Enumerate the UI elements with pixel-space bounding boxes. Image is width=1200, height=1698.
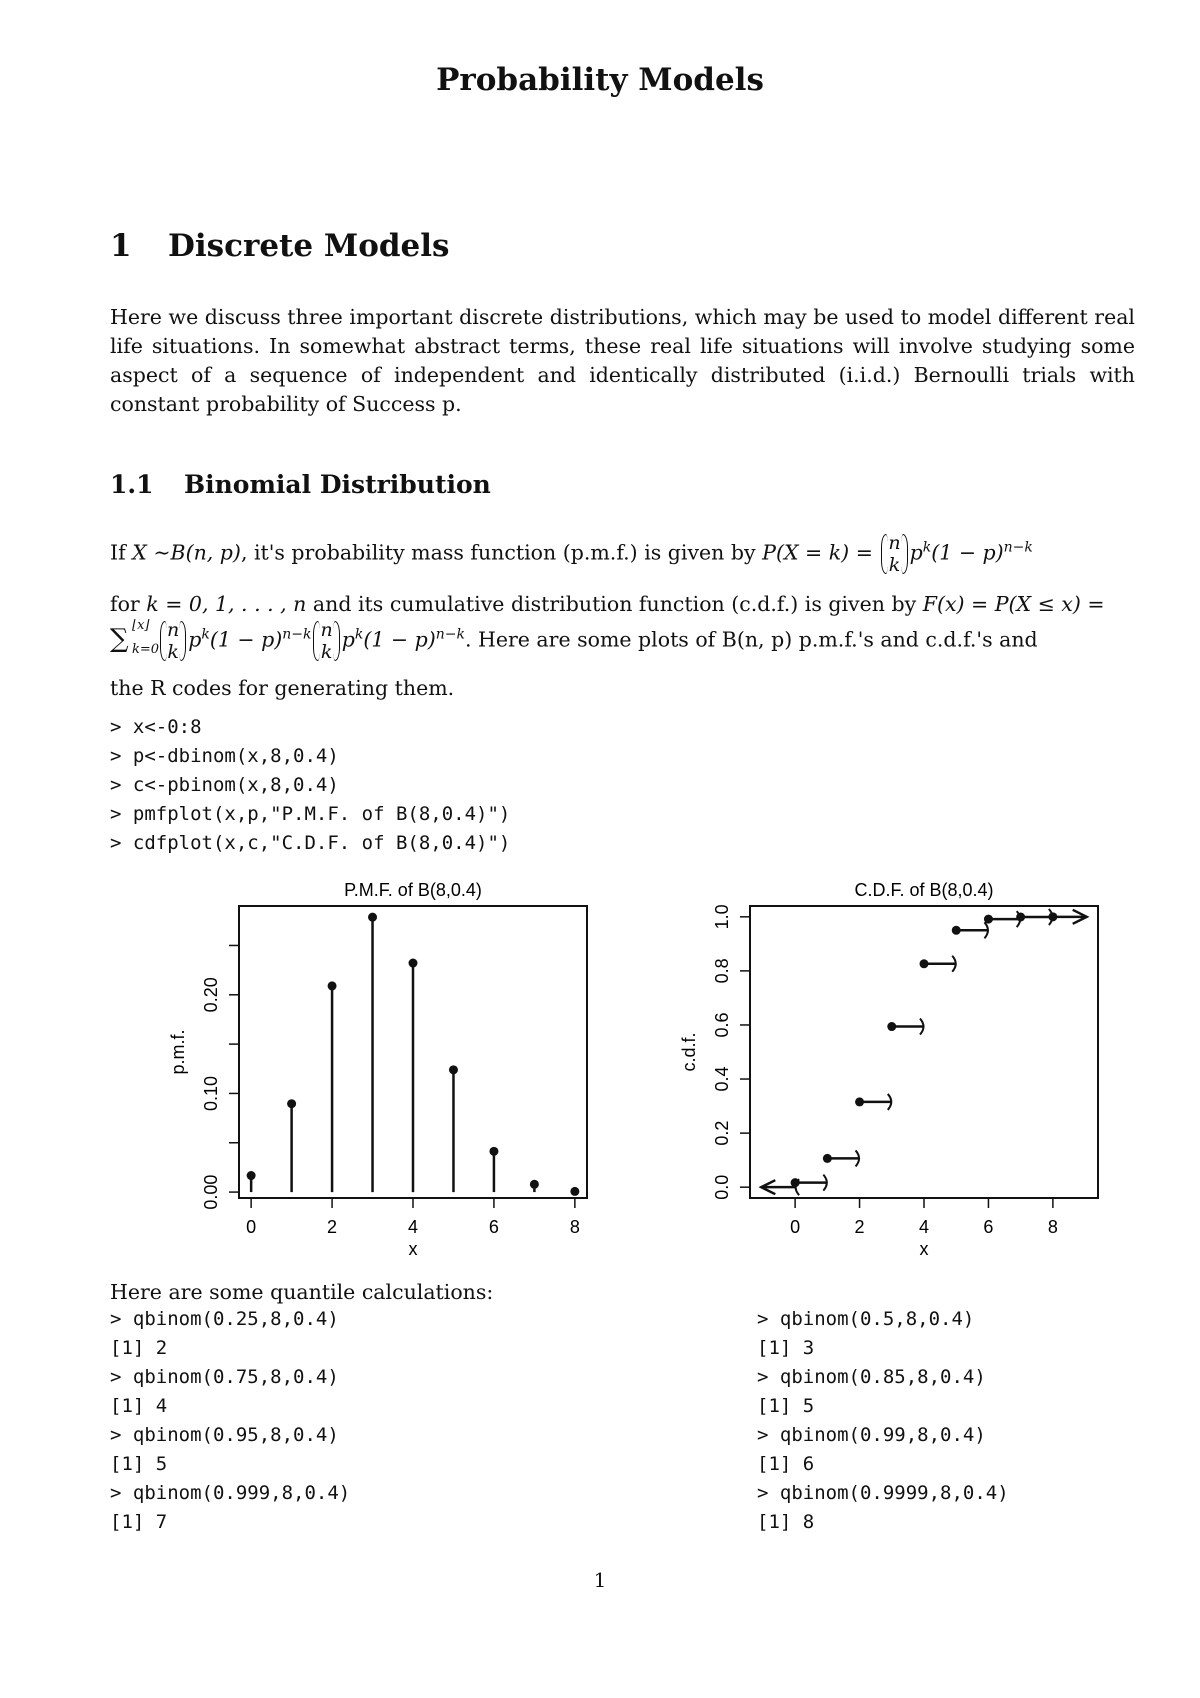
x-tick-label: 6 bbox=[488, 1217, 499, 1237]
y-tick-label: 0.4 bbox=[712, 1066, 732, 1092]
line1-formula: P(X = k) = bbox=[762, 540, 873, 565]
cdf-point bbox=[791, 1178, 800, 1187]
x-axis-label: x bbox=[408, 1239, 418, 1259]
cdf-point bbox=[887, 1022, 896, 1031]
quantile-line: > qbinom(0.5,8,0.4) bbox=[757, 1308, 975, 1330]
pmf-point bbox=[409, 959, 418, 968]
binom-line-1: If X ∼B(n, p), it's probability mass function (p.m.f.) is given by P(X = k) = n k $p^k(1 - p)^{n-k}$ bbox=[110, 532, 1033, 576]
quantile-line: > qbinom(0.25,8,0.4) bbox=[110, 1308, 339, 1330]
x-tick-label: 8 bbox=[569, 1217, 580, 1237]
line2-formula: F(x) = P(X ≤ x) = bbox=[922, 592, 1105, 616]
cdf-point bbox=[823, 1154, 832, 1163]
quantile-line: > qbinom(0.9999,8,0.4) bbox=[757, 1482, 1009, 1504]
cdf-point bbox=[1048, 912, 1057, 921]
y-tick-label: 0.8 bbox=[712, 958, 732, 984]
y-tick-label: 0.0 bbox=[712, 1174, 732, 1200]
quantile-line: [1] 5 bbox=[757, 1395, 815, 1417]
code-line: > pmfplot(x,p,"P.M.F. of B(8,0.4)") bbox=[110, 803, 511, 825]
line1-dist: X ∼B(n, p) bbox=[132, 540, 241, 565]
binomial-coefficient: n k bbox=[160, 619, 186, 663]
quantile-line: [1] 8 bbox=[757, 1511, 815, 1533]
y-tick-label: 0.20 bbox=[201, 977, 221, 1013]
pmf-point bbox=[489, 1147, 498, 1156]
x-tick-label: 0 bbox=[790, 1217, 801, 1237]
y-tick-label: 0.6 bbox=[712, 1012, 732, 1038]
x-tick-label: 6 bbox=[983, 1217, 994, 1237]
plot-frame bbox=[750, 906, 1098, 1198]
doc-title: Probability Models bbox=[436, 62, 764, 98]
code-line: > p<-dbinom(x,8,0.4) bbox=[110, 745, 339, 767]
subsection-title: Binomial Distribution bbox=[184, 470, 491, 499]
quantile-line: [1] 3 bbox=[757, 1337, 815, 1359]
quantile-line: [1] 4 bbox=[110, 1395, 168, 1417]
line3-tail: . Here are some plots of B(n, p) p.m.f.'s and c.d.f.'s and bbox=[464, 627, 1038, 652]
section-title: Discrete Models bbox=[168, 228, 450, 264]
quantile-line: > qbinom(0.75,8,0.4) bbox=[110, 1366, 339, 1388]
code-line: > x<-0:8 bbox=[110, 716, 202, 738]
y-tick-label: 0.2 bbox=[712, 1120, 732, 1146]
quantile-line: > qbinom(0.95,8,0.4) bbox=[110, 1424, 339, 1446]
line2-math: k = 0, 1, . . . , n bbox=[146, 592, 307, 616]
x-tick-label: 2 bbox=[854, 1217, 865, 1237]
intro-paragraph: Here we discuss three important discrete distributions, which may be used to model different real life situations. In somewhat abstract terms, these real life situations will involve studying some aspect of a sequence of independent and identically distributed (i.i.d.) Bernoulli trials with constant probability of Success p. bbox=[110, 305, 1135, 416]
x-tick-label: 4 bbox=[407, 1217, 419, 1237]
cdf-plot bbox=[679, 880, 1098, 1259]
pmf-point bbox=[247, 1171, 256, 1180]
cdf-point bbox=[984, 915, 993, 924]
pmf-point bbox=[328, 981, 337, 990]
quantile-line: [1] 6 bbox=[757, 1453, 815, 1475]
pmf-point bbox=[530, 1180, 539, 1189]
sum-symbol: ∑ ⌊x⌋ k=0 bbox=[110, 618, 160, 657]
section-number: 1 bbox=[110, 228, 132, 264]
subsection-number: 1.1 bbox=[110, 470, 154, 499]
code-line: > cdfplot(x,c,"C.D.F. of B(8,0.4)") bbox=[110, 832, 511, 854]
pmf-point bbox=[368, 913, 377, 922]
code-line: > c<-pbinom(x,8,0.4) bbox=[110, 774, 339, 796]
quantile-line: [1] 7 bbox=[110, 1511, 168, 1533]
x-tick-label: 2 bbox=[327, 1217, 338, 1237]
y-tick-label: 0.00 bbox=[201, 1174, 221, 1210]
cdf-point bbox=[855, 1097, 864, 1106]
binom-line-4: the R codes for generating them. bbox=[110, 676, 455, 700]
page-number: 1 bbox=[593, 1568, 607, 1592]
pmf-plot bbox=[168, 880, 587, 1259]
quantile-intro: Here are some quantile calculations: bbox=[110, 1280, 494, 1304]
quantile-line: > qbinom(0.99,8,0.4) bbox=[757, 1424, 986, 1446]
cdf-point bbox=[920, 959, 929, 968]
y-tick-label: 1.0 bbox=[712, 904, 732, 930]
cdf-point bbox=[952, 926, 961, 935]
binomial-coefficient: n k bbox=[881, 532, 907, 576]
quantile-line: [1] 5 bbox=[110, 1453, 168, 1475]
x-tick-label: 0 bbox=[246, 1217, 257, 1237]
x-tick-label: 4 bbox=[918, 1217, 930, 1237]
pmf-point bbox=[570, 1187, 579, 1196]
cdf-point bbox=[1016, 913, 1025, 922]
line1-mid: , it's probability mass function (p.m.f.) is given by bbox=[240, 540, 756, 565]
binomial-coefficient: n k bbox=[313, 619, 339, 663]
y-axis-label: c.d.f. bbox=[679, 1032, 699, 1072]
line2-b: and its cumulative distribution function (c.d.f.) is given by bbox=[312, 592, 917, 616]
x-tick-label: 8 bbox=[1047, 1217, 1058, 1237]
x-axis-label: x bbox=[919, 1239, 929, 1259]
pmf-point bbox=[287, 1099, 296, 1108]
chart-title: P.M.F. of B(8,0.4) bbox=[344, 880, 482, 900]
line2-a: for bbox=[110, 592, 140, 616]
y-axis-label: p.m.f. bbox=[168, 1029, 188, 1075]
binom-line-3: ∑ ⌊x⌋ k=0 n k $p^k(1 - p)^{n-k}$ n k $p^k(1 - p)^{n-k}$. Here are some plots of B(n, p) p.m.f.'s and c.d.f.'s and bbox=[110, 618, 1038, 663]
chart-title: C.D.F. of B(8,0.4) bbox=[854, 880, 994, 900]
line1-prefix: If bbox=[110, 540, 126, 565]
quantile-line: [1] 2 bbox=[110, 1337, 168, 1359]
y-tick-label: 0.10 bbox=[201, 1075, 221, 1111]
pmf-point bbox=[449, 1065, 458, 1074]
quantile-line: > qbinom(0.999,8,0.4) bbox=[110, 1482, 351, 1504]
quantile-line: > qbinom(0.85,8,0.4) bbox=[757, 1366, 986, 1388]
